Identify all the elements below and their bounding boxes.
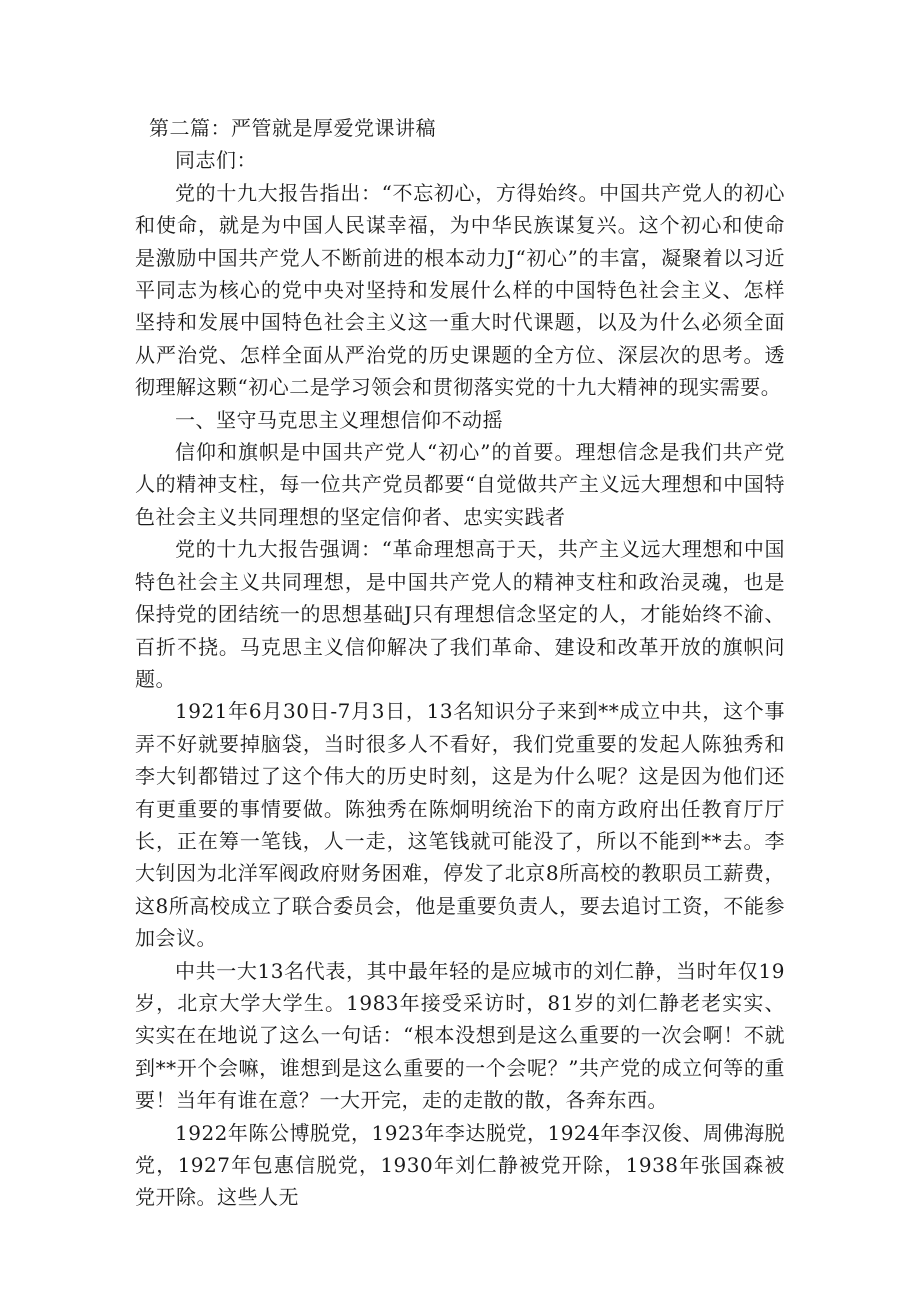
section-heading-1: 一、坚守马克思主义理想信仰不动摇 bbox=[175, 407, 503, 432]
greeting: 同志们： bbox=[175, 148, 257, 173]
paragraph-4: 1921年6月30日-7月3日，13名知识分子来到**成立中共，这个事弄不好就要掉脑袋，当时很多人不看好，我们党重要的发起人陈独秀和李大钊都错过了这个伟大的历史时刻，这是为什么呢？这是因为他们还有更重要的事情要做。陈独秀在陈炯明统治下的南方政府出任教育厅厅长，正在筹一笔钱，人一走，这笔钱就可能没了，所以不能到**去。李大钊因为北洋军阀政府财务困难，停发了北京8所高校的教职员工薪费，这8所高校成立了联合委员会，他是重要负责人，要去追讨工资，不能参加会议。 bbox=[135, 699, 785, 951]
document-body bbox=[135, 112, 785, 1214]
paragraph-3: 党的十九大报告强调：“革命理想高于天，共产主义远大理想和中国特色社会主义共同理想，是中国共产党人的精神支柱和政治灵魂，也是保持党的团结统一的思想基础J只有理想信念坚定的人，才能始终不渝、百折不挠。马克思主义信仰解决了我们革命、建设和改革开放的旗帜问题。 bbox=[135, 537, 785, 691]
paragraph-1: 党的十九大报告指出：“不忘初心，方得始终。中国共产党人的初心和使命，就是为中国人民谋幸福，为中华民族谋复兴。这个初心和使命是激励中国共产党人不断前进的根本动力J“初心”的丰富，凝聚着以习近平同志为核心的党中央对坚持和发展什么样的中国特色社会主义、怎样坚持和发展中国特色社会主义这一重大时代课题，以及为什么必须全面从严治党、怎样全面从严治党的历史课题的全方位、深层次的思考。透彻理解这颗“初心二是学习领会和贯彻落实党的十九大精神的现实需要。 bbox=[135, 180, 785, 400]
document-title: 第二篇：严管就是厚爱党课讲稿 bbox=[149, 116, 436, 140]
paragraph-5: 中共一大13名代表，其中最年轻的是应城市的刘仁静，当时年仅19岁，北京大学大学生。1983年接受采访时，81岁的刘仁静老老实实、实实在在地说了这么一句话：“根本没想到是这么重要的一次会啊！不就到**开个会嘛，谁想到是这么重要的一个会呢？”共产党的成立何等的重要！当年有谁在意？一大开完，走的走散的散，各奔东西。 bbox=[135, 958, 785, 1113]
paragraph-2: 信仰和旗帜是中国共产党人“初心”的首要。理想信念是我们共产党人的精神支柱，每一位共产党员都要“自觉做共产主义远大理想和中国特色社会主义共同理想的坚定信仰者、忠实实践者 bbox=[135, 440, 785, 529]
paragraph-6: 1922年陈公博脱党，1923年李达脱党，1924年李汉俊、周佛海脱党，1927年包惠信脱党，1930年刘仁静被党开除，1938年张国森被党开除。这些人无 bbox=[135, 1120, 785, 1210]
